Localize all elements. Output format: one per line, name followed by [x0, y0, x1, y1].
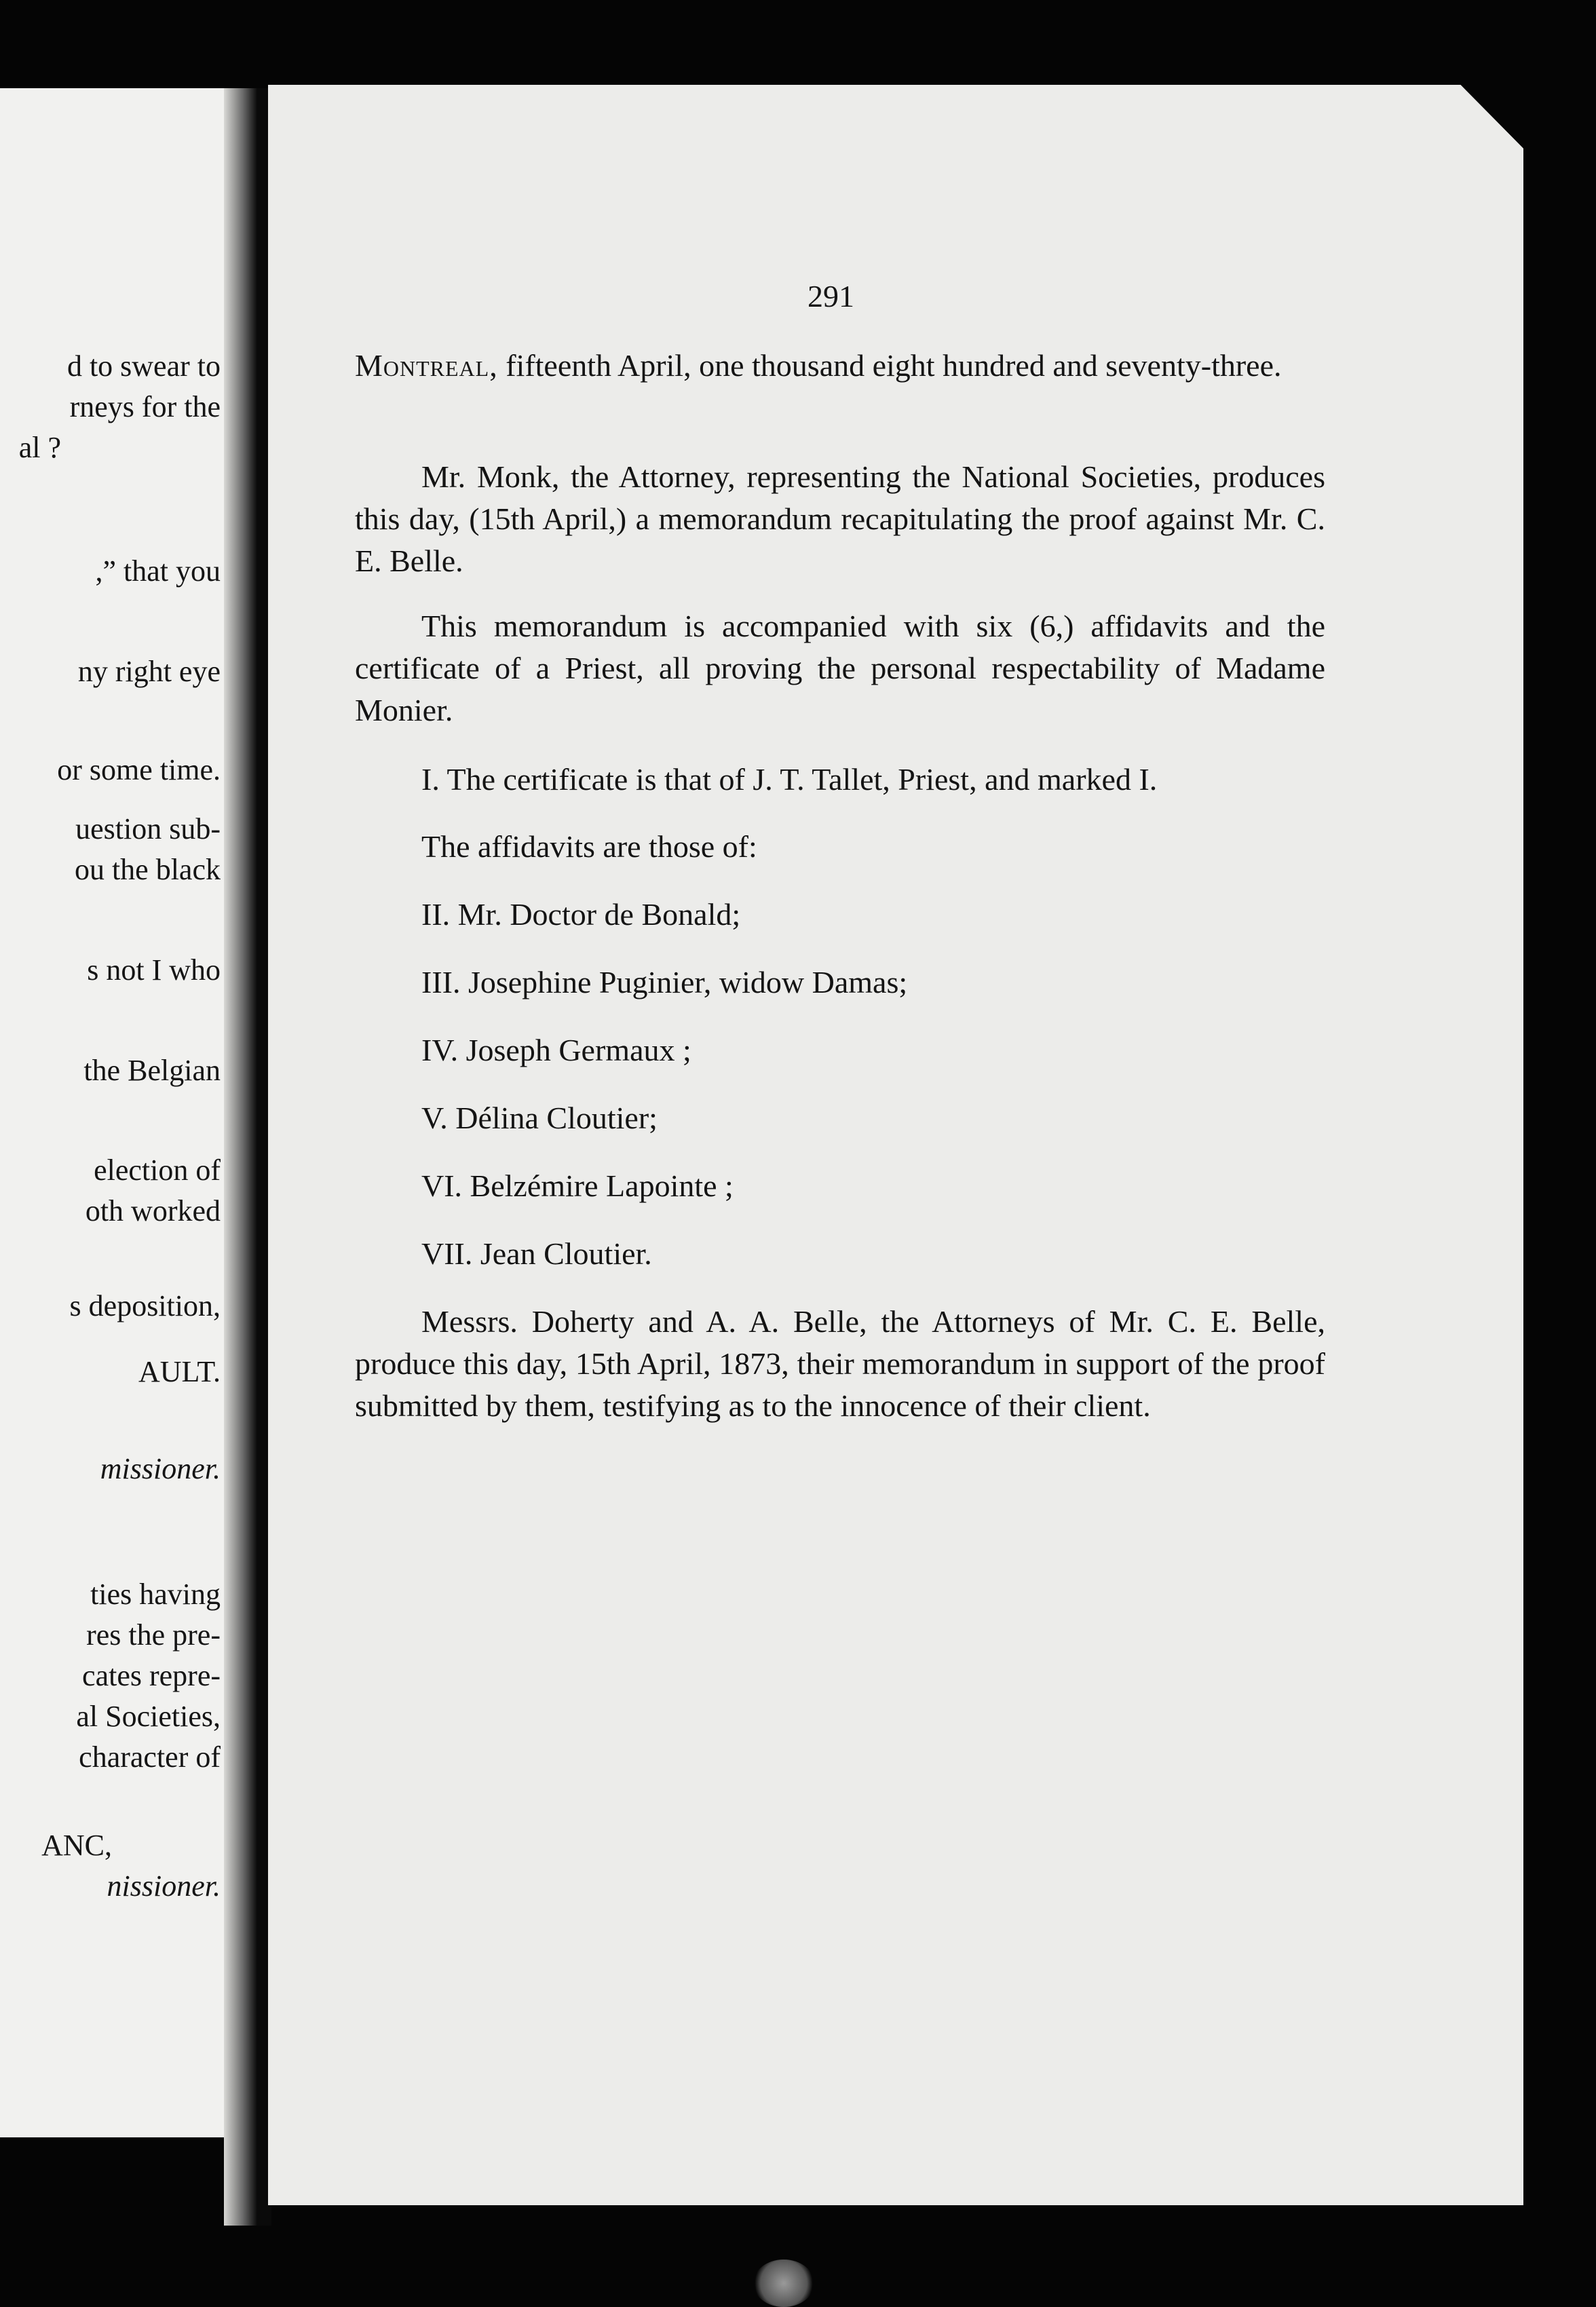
- left-page-line: the Belgian: [83, 1054, 221, 1087]
- left-page-line: character of: [79, 1740, 221, 1774]
- affidavit-item: V. Délina Cloutier;: [421, 1101, 658, 1135]
- left-page-line: cates repre-: [82, 1659, 221, 1692]
- affidavit-item: VII. Jean Cloutier.: [421, 1236, 652, 1271]
- affidavit-item: II. Mr. Doctor de Bonald;: [421, 897, 741, 932]
- paragraph-doherty: Messrs. Doherty and A. A. Belle, the Attorneys of Mr. C. E. Belle, produce this day, 15th April, 1873, their memorandum in support of the proof submitted by them, testifying as to the innocence of their client.: [355, 1304, 1325, 1423]
- certificate-line: I. The certificate is that of J. T. Tallet, Priest, and marked I.: [421, 762, 1158, 797]
- main-page: [268, 85, 1523, 2205]
- paragraph-montreal-text: fifteenth April, one thousand eight hundred and seventy-three.: [497, 348, 1282, 383]
- paragraph-monk: Mr. Monk, the Attorney, representing the National Societies, produces this day, (15th April,) a memorandum recapitulating the proof against Mr. C. E. Belle.: [355, 459, 1325, 578]
- left-page-line: al Societies,: [76, 1700, 221, 1733]
- left-page-line: s not I who: [87, 953, 221, 987]
- paragraph-memorandum: This memorandum is accompanied with six (6,) affidavits and the certificate of a Priest, all proving the personal respectability of Madame Monier.: [355, 609, 1325, 727]
- binding-stamp: [753, 2260, 814, 2307]
- affidavit-item: VI. Belzémire Lapointe ;: [421, 1168, 734, 1203]
- left-page-line: election of: [94, 1154, 221, 1187]
- left-page-line: nissioner.: [107, 1869, 221, 1903]
- place-name: Montreal,: [355, 348, 498, 383]
- left-page-line: AULT.: [138, 1355, 221, 1388]
- left-page-line: rneys for the: [69, 390, 221, 423]
- affidavits-intro: The affidavits are those of:: [421, 829, 757, 864]
- left-page-line: oth worked: [85, 1194, 221, 1227]
- affidavit-item: III. Josephine Puginier, widow Damas;: [421, 965, 908, 999]
- left-page-line: al ?: [18, 431, 61, 464]
- left-page-line: missioner.: [100, 1452, 221, 1485]
- left-page-line: d to swear to: [66, 349, 221, 383]
- left-page-line: ties having: [90, 1578, 221, 1611]
- book-spine: [224, 88, 271, 2226]
- left-page-line: or some time.: [57, 753, 221, 786]
- left-page-line: ,” that you: [95, 554, 221, 588]
- left-page-line: res the pre-: [86, 1618, 221, 1652]
- left-page-line: uestion sub-: [75, 812, 221, 845]
- left-page-line: ou the black: [74, 853, 221, 886]
- left-page-line: ny right eye: [77, 655, 221, 688]
- affidavit-item: IV. Joseph Germaux ;: [421, 1033, 691, 1067]
- page-number: 291: [808, 279, 854, 313]
- paragraph-montreal: [355, 345, 1390, 387]
- left-page-line: s deposition,: [69, 1289, 221, 1322]
- left-page-line: ANC,: [41, 1829, 112, 1862]
